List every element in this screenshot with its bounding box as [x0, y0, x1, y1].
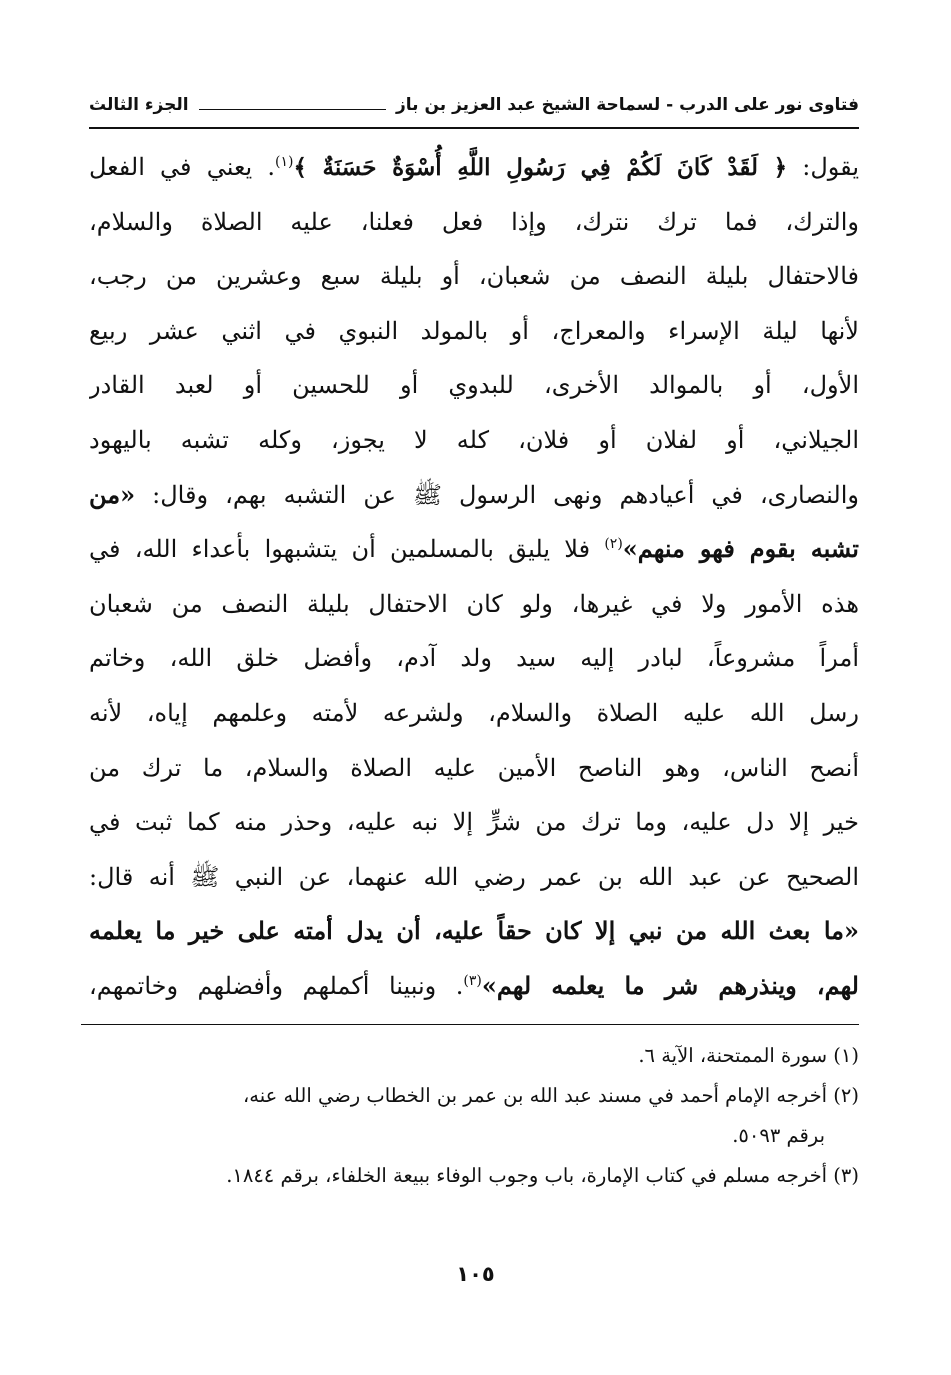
body-line	[89, 741, 859, 796]
body-line	[89, 358, 859, 413]
body-line	[89, 904, 859, 959]
header-dash-line	[199, 109, 386, 110]
body-line	[89, 795, 859, 850]
footnote-ref: (١)	[275, 154, 294, 170]
footnote-ref: (٢)	[604, 536, 623, 553]
header-volume: الجزء الثالث	[89, 95, 189, 115]
footnote: (٣) أخرجه مسلم في كتاب الإمارة، باب وجوب الوفاء ببيعة الخلفاء، برقم ١٨٤٤.	[226, 1164, 859, 1187]
body-line	[89, 195, 859, 250]
body-text-segment: . يعني في الفعل	[89, 153, 276, 181]
body-line	[89, 850, 859, 905]
body-text-segment: لأنها ليلة الإسراء والمعراج، أو بالمولد النبوي في اثني عشر ربيع	[89, 316, 859, 345]
body-text-segment: الصحيح عن عبد الله بن عمر رضي الله عنهما، عن النبي ﷺ أنه قال:	[89, 862, 859, 891]
body-line	[89, 249, 859, 304]
footnotes	[81, 1036, 859, 1196]
body-line	[89, 959, 859, 1014]
body-line	[89, 413, 859, 468]
body-text-segment: الجيلاني، أو لفلان أو فلان، كله لا يجوز، وكله تشبه باليهود	[89, 425, 859, 454]
body-text-segment: الأول، أو بالموالد الأخرى، للبدوي أو للحسين أو لعبد القادر	[89, 371, 859, 400]
body-text-segment: فلا يليق بالمسلمين أن يتشبهوا بأعداء الله، في	[89, 535, 605, 564]
body-line	[89, 304, 859, 359]
page-number: ١٠٥	[456, 1262, 495, 1286]
body-text-segment: يقول:	[787, 153, 859, 181]
body-line	[89, 468, 859, 523]
hadith-text: تشبه بقوم فهو منهم»	[622, 534, 859, 564]
body-text-segment: هذه الأمور ولا في غيرها، ولو كان الاحتفال بليلة النصف من شعبان	[89, 589, 859, 618]
body-line	[89, 522, 859, 577]
running-header	[89, 88, 859, 122]
body-text	[89, 140, 859, 1014]
body-text-segment: فالاحتفال بليلة النصف من شعبان، أو بليلة سبع وعشرين من رجب،	[89, 262, 859, 291]
body-text-segment: أنصح الناس، وهو الناصح الأمين عليه الصلاة والسلام، ما ترك من	[89, 753, 859, 782]
body-line	[89, 140, 859, 195]
footnote: برقم ٥٠٩٣.	[732, 1124, 825, 1147]
body-line	[89, 631, 859, 686]
body-text-segment: رسل الله عليه الصلاة والسلام، ولشرعه لأمته وعلمهم إياه، لأنه	[89, 698, 859, 727]
footnote: (٢) أخرجه الإمام أحمد في مسند عبد الله بن عمر بن الخطاب رضي الله عنه،	[243, 1084, 859, 1107]
header-book-title: فتاوى نور على الدرب - لسماحة الشيخ عبد العزيز بن باز	[396, 95, 859, 115]
header-rule	[89, 127, 859, 129]
footnote-ref: (٣)	[463, 972, 482, 989]
body-text-segment: أمراً مشروعاً، لبادر إليه سيد ولد آدم، وأفضل خلق الله، وخاتم	[89, 644, 859, 673]
hadith-text: لهم، وينذرهم شر ما يعلمه لهم»	[481, 970, 859, 1000]
body-text-segment: خير إلا دل عليه، وما ترك من شرٍّ إلا نبه عليه، وحذر منه كما ثبت في	[89, 808, 859, 837]
body-text-segment: والترك، فما ترك نترك، وإذا فعل فعلنا، عليه الصلاة والسلام،	[89, 207, 859, 236]
quran-verse: ﴿ لَقَدْ كَانَ لَكُمْ فِي رَسُولِ اللَّهِ أُسْوَةٌ حَسَنَةٌ ﴾	[293, 154, 788, 181]
footnote-separator	[81, 1024, 859, 1025]
body-text-segment: . ونبينا أكملهم وأفضلهم وخاتمهم،	[89, 971, 464, 1000]
body-line	[89, 686, 859, 741]
hadith-text: «من	[89, 479, 136, 509]
footnote: (١) سورة الممتحنة، الآية ٦.	[638, 1044, 859, 1067]
hadith-text: «ما بعث الله من نبي إلا كان حقاً عليه، أن يدل أمته على خير ما يعلمه	[89, 916, 859, 946]
body-line	[89, 577, 859, 632]
body-text-segment: والنصارى، في أعيادهم ونهى الرسول ﷺ عن التشبه بهم، وقال:	[135, 480, 859, 509]
